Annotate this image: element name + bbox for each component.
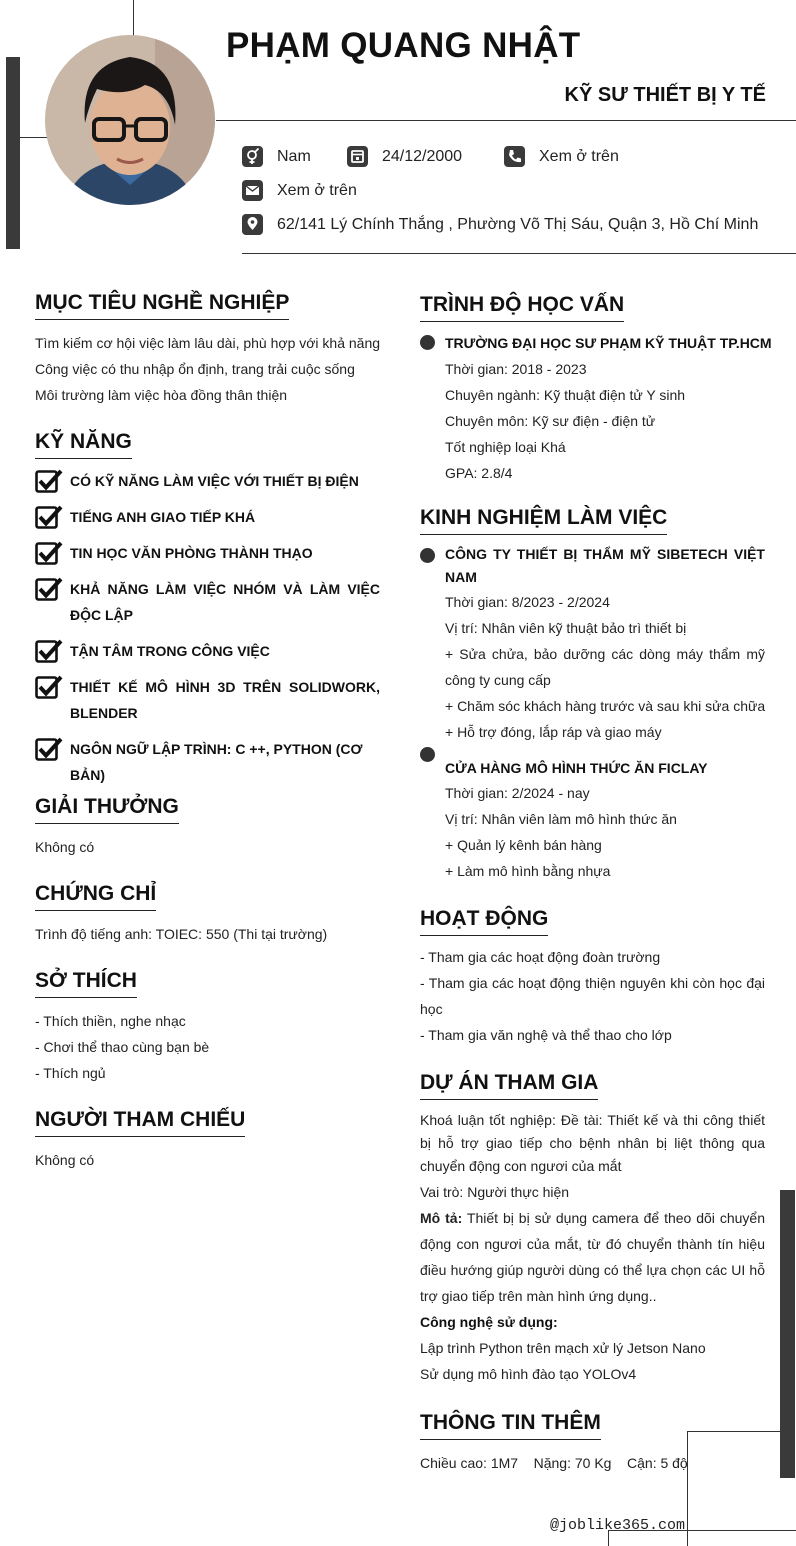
job-position: Vị trí: Nhân viên làm mô hình thức ăn xyxy=(445,811,677,827)
dob-info xyxy=(347,146,462,167)
references-heading: NGƯỜI THAM CHIẾU xyxy=(35,1108,245,1137)
skill-item xyxy=(35,540,380,566)
location-icon xyxy=(242,214,263,235)
school-name: TRƯỜNG ĐẠI HỌC SƯ PHẠM KỸ THUẬT TP.HCM xyxy=(445,335,772,351)
check-icon xyxy=(35,540,63,566)
decorative-line xyxy=(242,253,796,254)
job-time: Thời gian: 8/2023 - 2/2024 xyxy=(445,594,610,610)
check-icon xyxy=(35,504,63,530)
job-duty: + Sửa chửa, bảo dưỡng các dòng máy thẩm mỹ công ty cung cấp xyxy=(445,646,765,688)
decorative-bar-left xyxy=(6,57,20,249)
skills-heading: KỸ NĂNG xyxy=(35,430,132,459)
check-icon xyxy=(35,468,63,494)
hobby-line: - Thích ngủ xyxy=(35,1065,106,1081)
job-duty: + Chăm sóc khách hàng trước và sau khi sửa chữa xyxy=(445,698,766,714)
objective-line: Môi trường làm việc hòa đồng thân thiện xyxy=(35,387,288,403)
decorative-line xyxy=(216,120,796,121)
timeline-bullet xyxy=(420,548,435,563)
objective-heading: MỤC TIÊU NGHỀ NGHIỆP xyxy=(35,291,289,320)
skill-label: CÓ KỸ NĂNG LÀM VIỆC VỚI THIẾT BỊ ĐIỆN xyxy=(70,473,359,489)
gender-icon xyxy=(242,146,263,167)
education-line: Chuyên ngành: Kỹ thuật điện tử Y sinh xyxy=(445,387,686,403)
gender-value: Nam xyxy=(277,147,311,165)
job-duty: + Làm mô hình bằng nhựa xyxy=(445,863,611,879)
projects-heading: DỰ ÁN THAM GIA xyxy=(420,1071,598,1100)
watermark: @joblike365.com xyxy=(550,1517,686,1534)
company-name: CỬA HÀNG MÔ HÌNH THỨC ĂN FICLAY xyxy=(445,760,708,776)
dob-value: 24/12/2000 xyxy=(382,147,463,165)
description-label: Mô tả: xyxy=(420,1210,463,1226)
check-icon xyxy=(35,638,63,664)
avatar xyxy=(45,35,215,205)
company-name: CÔNG TY THIẾT BỊ THẨM MỸ SIBETECH VIỆT NAM xyxy=(445,546,765,585)
education-heading: TRÌNH ĐỘ HỌC VẤN xyxy=(420,293,624,322)
hobby-line: - Chơi thể thao cùng bạn bè xyxy=(35,1039,210,1055)
skills-list xyxy=(35,468,380,788)
objective-line: Công việc có thu nhập ổn định, trang trải cuộc sống xyxy=(35,361,355,377)
activities-section xyxy=(420,944,765,1048)
job-title: KỸ SƯ THIẾT BỊ Y TẾ xyxy=(564,84,766,106)
projects-section xyxy=(420,1109,765,1387)
skill-item xyxy=(35,638,380,664)
job-entry xyxy=(445,757,765,884)
project-thesis: Khoá luận tốt nghiệp: Đề tài: Thiết kế và thi công thiết bị hỗ trợ giao tiếp cho bệnh nhân bị liệt thông qua chuyển động con ngươi của mắt xyxy=(420,1112,765,1174)
timeline-bullet xyxy=(420,747,435,762)
gender-info xyxy=(242,146,311,167)
skill-label: NGÔN NGỮ LẬP TRÌNH: C ++, PYTHON (CƠ BẢN) xyxy=(70,741,363,783)
hobbies-section xyxy=(35,1008,209,1086)
certificates-heading: CHỨNG CHỈ xyxy=(35,882,156,911)
mail-icon xyxy=(242,180,263,201)
skill-item xyxy=(35,736,380,788)
phone-value: Xem ở trên xyxy=(539,147,619,165)
job-position: Vị trí: Nhân viên kỹ thuật bảo trì thiết bị xyxy=(445,620,687,636)
awards-heading: GIẢI THƯỞNG xyxy=(35,795,179,824)
skill-item xyxy=(35,674,380,726)
skill-item xyxy=(35,504,380,530)
calendar-icon xyxy=(347,146,368,167)
address-value: 62/141 Lý Chính Thắng , Phường Võ Thị Sáu, Quận 3, Hồ Chí Minh xyxy=(277,215,759,233)
extra-info-text: Chiều cao: 1M7 Nặng: 70 Kg Cận: 5 độ xyxy=(420,1455,688,1471)
objective-line: Tìm kiếm cơ hội việc làm lâu dài, phù hợp với khả năng xyxy=(35,335,381,351)
skill-label: TIẾNG ANH GIAO TIẾP KHÁ xyxy=(70,509,256,525)
skill-label: TẬN TÂM TRONG CÔNG VIỆC xyxy=(70,643,270,659)
project-description xyxy=(420,1205,765,1309)
hobby-line: - Thích thiền, nghe nhạc xyxy=(35,1013,186,1029)
activity-line: - Tham gia văn nghệ và thể thao cho lớp xyxy=(420,1027,672,1043)
decorative-line xyxy=(133,0,134,36)
job-duty: + Quản lý kênh bán hàng xyxy=(445,837,602,853)
education-entry xyxy=(445,330,772,486)
check-icon xyxy=(35,576,63,602)
skill-label: TIN HỌC VĂN PHÒNG THÀNH THẠO xyxy=(70,545,313,561)
description-text: Thiết bị bị sử dụng camera để theo dõi chuyển động con ngươi của mắt, từ đó chuyển thành tín hiệu điều hướng giúp người dùng có thể lựa chọn các UI hỗ trợ giao tiếp trên màn hình ứng dụng.. xyxy=(420,1210,765,1304)
skill-label: KHẢ NĂNG LÀM VIỆC NHÓM VÀ LÀM VIỆC ĐỘC LẬP xyxy=(70,581,380,623)
check-icon xyxy=(35,736,63,762)
job-entry xyxy=(445,543,765,745)
hobbies-heading: SỞ THÍCH xyxy=(35,969,137,998)
tech-line: Lập trình Python trên mạch xử lý Jetson Nano xyxy=(420,1340,706,1356)
decorative-line xyxy=(687,1431,688,1546)
activities-heading: HOẠT ĐỘNG xyxy=(420,907,548,936)
tech-label: Công nghệ sử dụng: xyxy=(420,1314,558,1330)
education-line: GPA: 2.8/4 xyxy=(445,465,513,481)
education-line: Thời gian: 2018 - 2023 xyxy=(445,361,587,377)
skill-item xyxy=(35,576,380,628)
job-time: Thời gian: 2/2024 - nay xyxy=(445,785,590,801)
candidate-name: PHẠM QUANG NHẬT xyxy=(226,26,581,65)
extra-info-heading: THÔNG TIN THÊM xyxy=(420,1411,601,1440)
phone-icon xyxy=(504,146,525,167)
job-duty: + Hỗ trợ đóng, lắp ráp và giao máy xyxy=(445,724,662,740)
decorative-line xyxy=(687,1431,781,1432)
email-info xyxy=(242,180,357,201)
timeline-bullet xyxy=(420,335,435,350)
objective-section xyxy=(35,330,380,408)
project-role: Vai trò: Người thực hiện xyxy=(420,1184,570,1200)
phone-info xyxy=(504,146,619,167)
activity-line: - Tham gia các hoạt động thiện nguyên khi còn học đại học xyxy=(420,975,765,1017)
tech-line: Sử dụng mô hình đào tạo YOLOv4 xyxy=(420,1366,637,1382)
certificates-text: Trình độ tiếng anh: TOIEC: 550 (Thi tại trường) xyxy=(35,926,328,942)
awards-text: Không có xyxy=(35,839,95,855)
decorative-line xyxy=(20,137,47,138)
skill-label: THIẾT KẾ MÔ HÌNH 3D TRÊN SOLIDWORK, BLENDER xyxy=(70,679,380,721)
education-line: Tốt nghiệp loại Khá xyxy=(445,439,566,455)
check-icon xyxy=(35,674,63,700)
skill-item xyxy=(35,468,380,494)
email-value: Xem ở trên xyxy=(277,181,357,199)
address-info xyxy=(242,214,758,235)
experience-heading: KINH NGHIỆM LÀM VIỆC xyxy=(420,506,667,535)
references-text: Không có xyxy=(35,1152,95,1168)
education-line: Chuyên môn: Kỹ sư điện - điện tử xyxy=(445,413,656,429)
decorative-bar-right xyxy=(780,1190,795,1478)
activity-line: - Tham gia các hoạt động đoàn trường xyxy=(420,949,661,965)
